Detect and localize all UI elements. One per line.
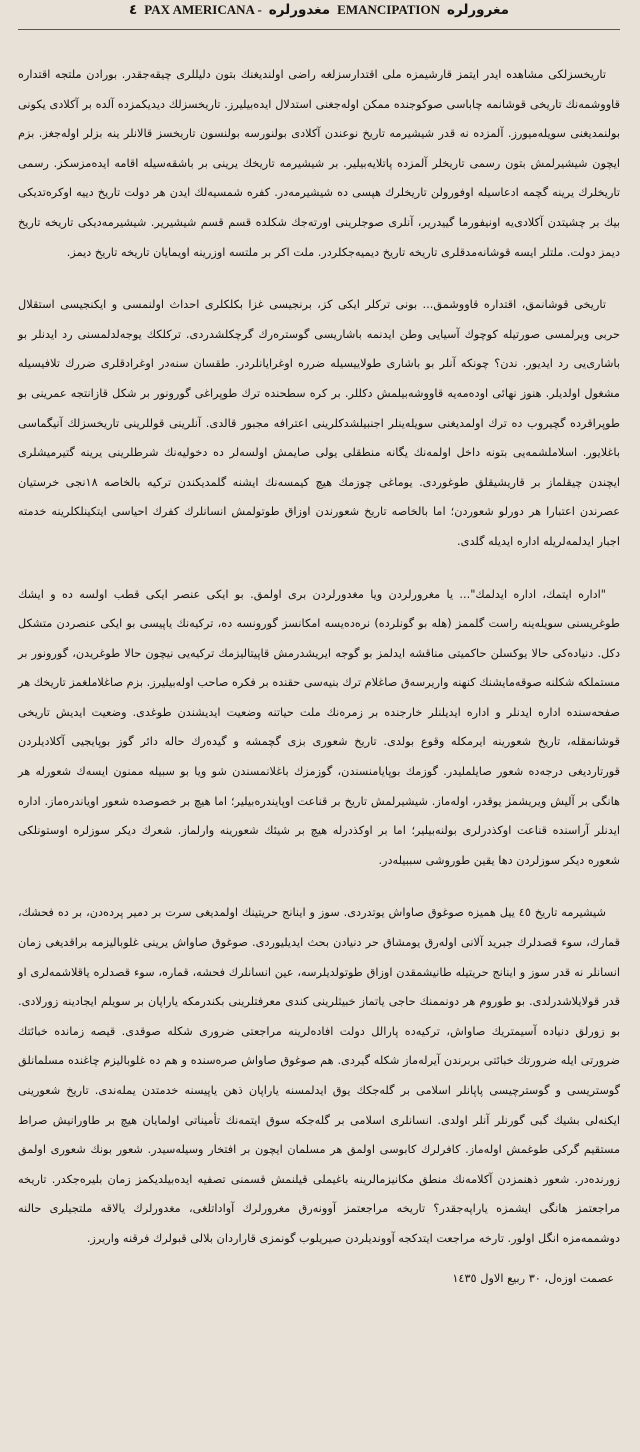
paragraph-2: تاریخی قوشانمق، اقتداره قاووشمق... بونی ترکلر ایکی کز، برنجیسی غزا بکلکلری احداث اولنمسی و ایکنجیسی استقلال حربی ویرلمسی صورتیله کوچوك آسیایی وطن ایدنمه باشاریسی گوستره‌رك گرچکلشدردی. ترکلکك یوجەلدلمسنی رد ایدنلر بو باشاری‌یی رد ایدیور. ندن؟ چونکه آنلر بو باشاری طولاییسیله ضرره اوغرایانلردر. طقسان سنەدر اوغرادقلری ضررك تلافیسیله مشغول اولدیلر. هنوز نهائی اوده‌مه‌یه قاووشەبیلمش دکللر. بر کره سطحنده ترك طوپراغی گورونور بر شکل قازانتجه عمرینی بو طوپراقرده گچیروب ده ترك اولمدیغنی سویلەینلر اجنبیلشدکلرینی اعترافه مجبور قالدی. آنلرینی قوللرینی تاریخسزلك آنیگماسی باغلایور. اسلاملشمه‌یی بتونه داخل اولمەنك یگانه منطقلی یولی صایمش اولسەلر ده دخولیەنك شرطلرینی یرینه گتیرمیشلری ایچندن چیقلماز بر قاریشیقلق طوغوردی. یوماغی چوزمك هیچ کیمسەنك ایشنه گلمدیکندن ترکیه بالخاصه ١٨نجی خرستیان عصرندن اعتبارا هر دورلو شعوردن؛ اما بالخاصه تاریخ شعورندن اوزاق طوتولمش انسانلرك کفرك احیاسی ایتکینلکلرینه خدمته اجبار ایدلمەلریله اداره ایدیله گلدی. [18, 298, 620, 548]
page-number: ٤ [129, 2, 138, 18]
page-header [18, 2, 620, 30]
paragraph-3: "اداره ایتمك، اداره ایدلمك"... یا مغرورلردن ویا مغدورلردن بری اولمق. بو ایکی عنصر ایکی قطب اولسه ده و ایشك طوغریسنی سویلەینه راست گلممز (هله بو گونلرده) نره‌ده‌یسه امکانسز گورونسه ده، ترکیەنك یاپیسی بو ایکی عنصردن متشکل دکل. دنیاده‌کی حالا یوکسلن حاکمیتی مناقشه ایدلمز بو گوجه ایریشدرمش قاپیتالیزمك ترکیه‌یی نیچون حالا طوغریدن، گورونور بر مستملکه شکلنه صوقەمایشنك کنهنه واریرسەق صاغلام ترك بنیەسی حقنده بر فکره صاحب اولەبیلیرز. بزم صاغلاملغمز تاریخك هر صفحەسنده اداره ایدنلر و اداره ایدیلنلر خارجنده بر زمرەنك ملت حیاتنه وضعیت ایدیشندن طوغدی. وضعیت ایدیش تاریخی قوشانمقله، تاریخ شعورینه ایرمکله وقوع بولدی. تاریخ شعوری بزی گچمشه و گیده‌رك حاله دائر گوز بوپایجیی آکلادیلردن قورتاردیغی درجەده شعور صایلملیدر. گوزمك بوپایامنسندن، گوزمزك باغلانمسندن شو ویا بو سبیله ممنون ایسەك شعورله هر هانگی بر آلیش ویریشمز یوقدر، اولەماز. شیشیرلمش تاریخ بر قناعت اوپایندره‌بیلیر؛ اما هیچ بر خصوصده شعور اویاندره‌ماز. اداره ایدنلر آراسنده قناعت اوکذدرلری بولنەبیلیر؛ اما بر اوکذدرله هیچ بر شیئك شعورینه وارلماز. شعرك دیکر سوزلره اوستونلکی شعوره دیکر سوزلردن دها یقین طوروشی سببیلەدر. [18, 587, 620, 867]
header-title-pax-americana: PAX AMERICANA - [144, 2, 262, 17]
paragraph-1: تاریخسزلکی مشاهده ایدر ایتمز قارشیمزه ملی اقتدارسزلغه راضی اولندیغنك بتون دلیللری چیقەجقدر. بورادن ملتجه اقتداره قاووشمەنك تاریخی قوشانمه چاباسی صوكوجنده ممكن اولەجغنی استدلال ایدەبیلیرز. تاریخسزلك دیدیکمزده آلده بر آکلادی یکونی بولنمدیغنی سویلەمیورز. آلمزده نه قدر شیشیرمه تاریخ نوعندن آکلادی بولنورسه بولنسون تاریخسز قالانلر ینه بزلر اولەجغز. بزم ایچون شیشیرلمش بتون رسمی تاریخلر آلمزده پاتلایەبیلیر. بر شیشیرمه تاریخك یرینی بر باشقەسیله اقامه ایدەمزسکز. رسمی تاریخلرك یرینه گچمه ادعاسیله اوفورولن تاریخلرك هپسی ده شیشیرمەدر. کفره شمسیەلك ایدن هر دولت تاریخ دییه اوکره‌تدیکی بیك بر چشیتدن آکلادی‌یه اونیفورما گییدریر، آنلری صوجلرینی اورته‌جك شکلده قسم قسم شیشیریر. شیشیرمەدیکی تاریخه تاریخ دیمز دولت. ملتلر ایسه قوشانەمدقلری تاریخه تاریخ دیمیەجکلردر. ملت اکر بر ملتسه اوزرینه اویمایان تاریخه تاریخ دیمز. [18, 68, 620, 259]
header-title-arabic-1: مغرورلره [446, 2, 509, 18]
author-signature-date: عصمت اوزەل، ٣٠ ربیع الاول ١٤٣٥ [452, 1271, 614, 1285]
header-title-arabic-2: مغدورلره [268, 2, 331, 18]
header-title-emancipation: EMANCIPATION [337, 2, 440, 17]
paragraph-4: شیشیرمه تاریخ ٤٥ ییل همیزه صوغوق صاواش یوتدردی. سوز و اینانج حریتینك اولمدیغی سرت بر دمیر پرده‌دن، بر ده فحشك، قمارك، سوء قصدلرك جبرید آلانی اولەرق یومشاق حر دنیادن بحث ایدیلیوردی. صوغوق صاواش یرینی غلوبالیزمه براقدیغی زمان انسانلر نه قدر سوز و اینانج حریتیله طانیشمقدن اوزاق طوتولدیلرسه، عین انسانلرك فحشه، قماره، سوء قصدلره یاقلاشمەلری او قدر قولایلاشدرلدی. بو طوروم هر دونممنك حاجی یاتماز خبیثلرینی کندی معرفتلرینی بکندرمکه یاراپان بر سویلم ایجادینه زورلادی. بو زورلق دنیاده آسیمتریك صاواش، ترکیەده پارالل دولت افاده‌لرینه مراجعتی ضروری شکله صوقدی. قیصه زمانده خبائتك ضرورتی ایله ضرورتك خبائتی بربرندن آیرلەماز شکله گیردی. هم صوغوق صاواش صره‌سنده و هم ده غلوبالیزم چاغنده مسلمانلق گوستریسی و گوسترچیسی پاپانلر اسلامی بر گلەجکك یوق ایدلمسنه یاراپان ذهن یاپیسنه خدمتدن یملەندی. تاریخ شعورینی ایکنەلی بشیك گبی گورنلر آنلر اولدی. انسانلری اسلامی بر گلەجکه سوق ایتمەنك تأمیناتی اولمایان هیچ بر طاورانیش صراط مستقیم گرکی طوغمش اولەماز. کافرلرك کابوسی اولمق هر مسلمان ایچون بر افتخار وسیلەسیدر. شعور بونك شعوری اولمق زورنده‌در. شعور ذهنمزدن آکلامەنك منطق مکانیزمالرینه باغیملی قیلنمش قسمنی تصفیه ایدەبیلدیکمز زمان بلیره‌جکدر. تاریخه مراجعتمز هانگی ایشمزه یاراپەجقدر؟ تاریخه مراجعتمز آوونەرق مغرورلرك آواداتلغی، مغدورلرك یالاقه ملتجیلری حالنه دوشممەمزه انگل اولور. تارخه مراجعت ایتدکجه آوونديلردن صیریلوب گونمزی قاراردان بلالی قبولرك فرقنه واریرز. [18, 906, 620, 1245]
article-body [18, 60, 620, 1254]
